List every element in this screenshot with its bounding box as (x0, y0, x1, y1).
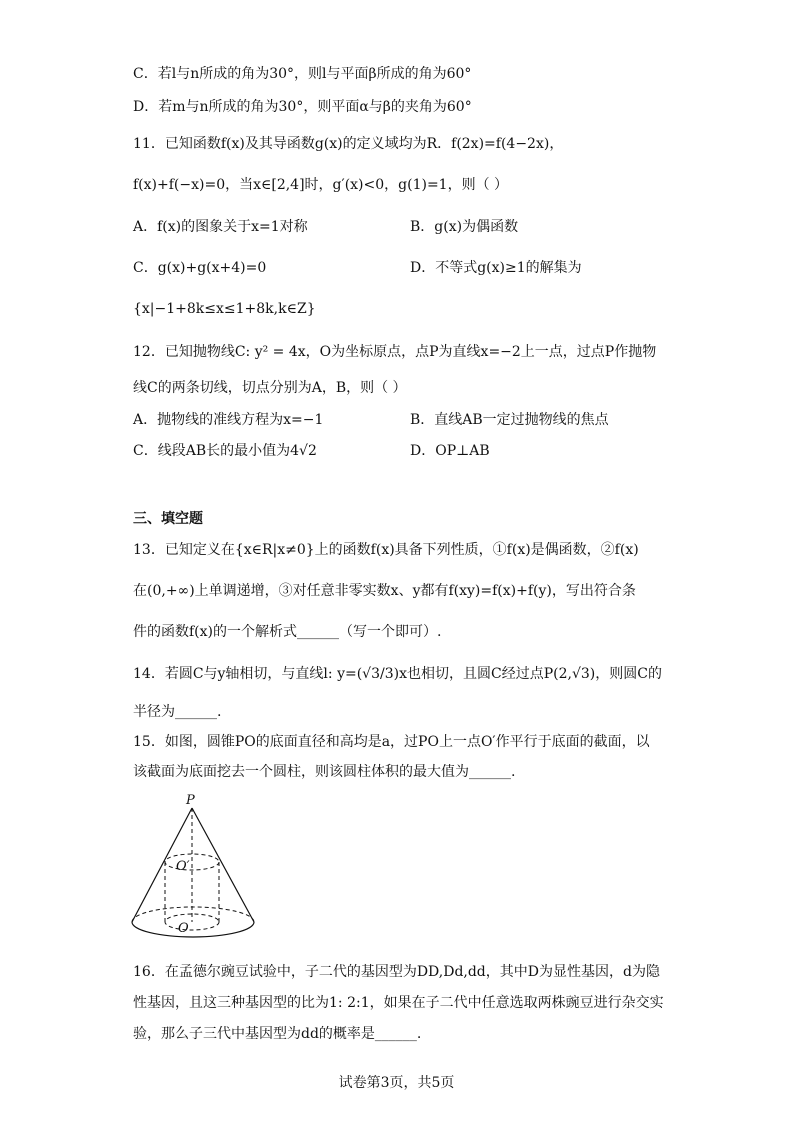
cone-diagram (120, 790, 270, 945)
q11-stem-line1: 11．已知函数f(x)及其导函数g(x)的定义域均为R．f(2x)=f(4−2x)， (133, 136, 564, 152)
q12-option-c: C．线段AB长的最小值为4√2 (133, 443, 317, 459)
q14-line1: 14．若圆C与y轴相切，与直线l: y=(√3/3)x也相切，且圆C经过点P(2,√3)，则圆C的 (133, 666, 662, 682)
label-o-prime: O′ (176, 859, 190, 874)
cone-base-back (132, 907, 254, 922)
label-p: P (186, 793, 195, 808)
cone-right-edge (192, 808, 254, 922)
cone-figure (120, 790, 270, 945)
page-footer: 试卷第3页，共5页 (338, 1075, 455, 1091)
q11-option-d-solution-set: {x|−1+8k≤x≤1+8k,k∈Z} (133, 301, 316, 317)
q12-option-b: B．直线AB一定过抛物线的焦点 (410, 412, 609, 428)
q16-line3: 验，那么子三代中基因型为dd的概率是______. (133, 1026, 422, 1042)
q10-option-d: D．若m与n所成的角为30°，则平面α与β的夹角为60° (133, 99, 472, 115)
q16-line1: 16．在孟德尔豌豆试验中，子二代的基因型为DD,Dd,dd，其中D为显性基因，d为隐 (133, 964, 660, 980)
q13-line1: 13．已知定义在{x∈R|x≠0}上的函数f(x)具备下列性质，①f(x)是偶函数，②f(x) (133, 542, 639, 558)
q12-option-d: D．OP⊥AB (410, 443, 490, 459)
q11-option-c: C．g(x)+g(x+4)=0 (133, 260, 267, 276)
q11-option-d: D．不等式g(x)≥1的解集为 (410, 260, 582, 276)
q14-line2: 半径为______. (133, 704, 222, 720)
q13-line3: 件的函数f(x)的一个解析式______（写一个即可）. (133, 624, 442, 640)
q13-line2: 在(0,+∞)上单调递增，③对任意非零实数x、y都有f(xy)=f(x)+f(y)，写出符合条 (133, 583, 636, 599)
label-o: O (178, 921, 189, 936)
q12-option-a: A．抛物线的准线方程为x=−1 (133, 412, 324, 428)
q11-option-b: B．g(x)为偶函数 (410, 219, 519, 235)
q16-line2: 性基因，且这三种基因型的比为1: 2:1，如果在子二代中任意选取两株豌豆进行杂交实 (133, 995, 664, 1011)
q11-stem-line2: f(x)+f(−x)=0，当x∈[2,4]时，g′(x)<0，g(1)=1，则（ ） (133, 177, 509, 193)
q10-option-c: C．若l与n所成的角为30°，则l与平面β所成的角为60° (133, 66, 472, 82)
q15-line1: 15．如图，圆锥PO的底面直径和高均是a，过PO上一点O′作平行于底面的截面，以 (133, 734, 650, 750)
q12-stem-line2: 线C的两条切线，切点分别为A，B，则（ ） (133, 380, 407, 396)
q15-line2: 该截面为底面挖去一个圆柱，则该圆柱体积的最大值为______. (133, 764, 516, 780)
q11-option-a: A．f(x)的图象关于x=1对称 (133, 219, 308, 235)
q12-stem-line1: 12．已知抛物线C: y² = 4x，O为坐标原点，点P为直线x=−2上一点，过点P作抛物 (133, 344, 657, 360)
section-title: 三、填空题 (133, 511, 203, 527)
